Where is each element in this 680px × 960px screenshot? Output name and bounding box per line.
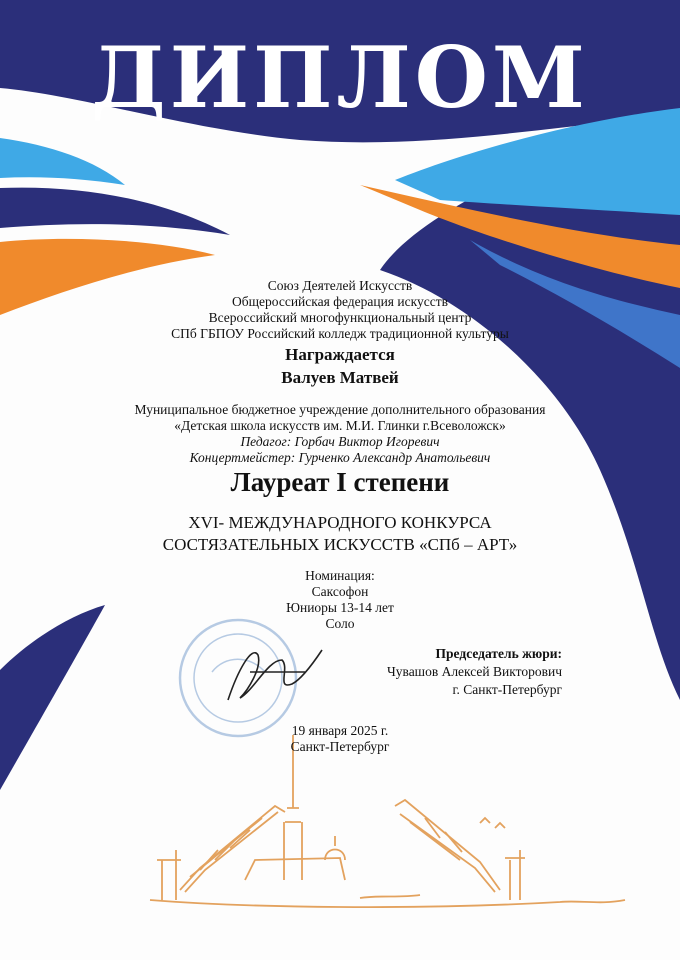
- jury-label: Председатель жюри:: [435, 646, 562, 661]
- navy-left-sweep: [0, 605, 105, 790]
- nomination-line: Соло: [325, 616, 355, 631]
- nomination-label: Номинация:: [305, 568, 375, 583]
- signature: [228, 650, 322, 700]
- award-intro: Награждается: [285, 345, 395, 364]
- city-sketch: [150, 735, 625, 907]
- diploma-title: ДИПЛОМ: [91, 28, 589, 127]
- stamp: [180, 620, 296, 736]
- navy-left-stripe: [0, 188, 230, 235]
- issue-city: Санкт-Петербург: [290, 739, 390, 754]
- accompanist: Концертмейстер: Гурченко Александр Анатольевич: [189, 450, 491, 465]
- competition-line: XVI- МЕЖДУНАРОДНОГО КОНКУРСА: [188, 513, 492, 532]
- institution-line: «Детская школа искусств им. М.И. Глинки г.Всеволожск»: [174, 418, 506, 433]
- award-title: Лауреат I степени: [230, 467, 450, 497]
- issue-date: 19 января 2025 г.: [291, 723, 389, 738]
- blue-left-stripe: [0, 138, 125, 185]
- organizer-line: Всероссийский многофункциональный центр: [208, 310, 472, 325]
- institution-line: Муниципальное бюджетное учреждение дополнительного образования: [134, 402, 546, 417]
- competition-line: СОСТЯЗАТЕЛЬНЫХ ИСКУССТВ «СПб – АРТ»: [162, 535, 518, 554]
- jury-chair-city: г. Санкт-Петербург: [452, 682, 562, 697]
- nomination-line: Саксофон: [311, 584, 369, 599]
- recipient-name: Валуев Матвей: [281, 368, 399, 387]
- nomination-line: Юниоры 13-14 лет: [286, 600, 394, 615]
- organizer-line: Общероссийская федерация искусств: [232, 294, 448, 309]
- organizer-line: СПб ГБПОУ Российский колледж традиционной культуры: [171, 326, 509, 341]
- jury-chair-name: Чувашов Алексей Викторович: [386, 664, 562, 679]
- teacher: Педагог: Горбач Виктор Игоревич: [240, 434, 440, 449]
- organizer-line: Союз Деятелей Искусств: [267, 278, 413, 293]
